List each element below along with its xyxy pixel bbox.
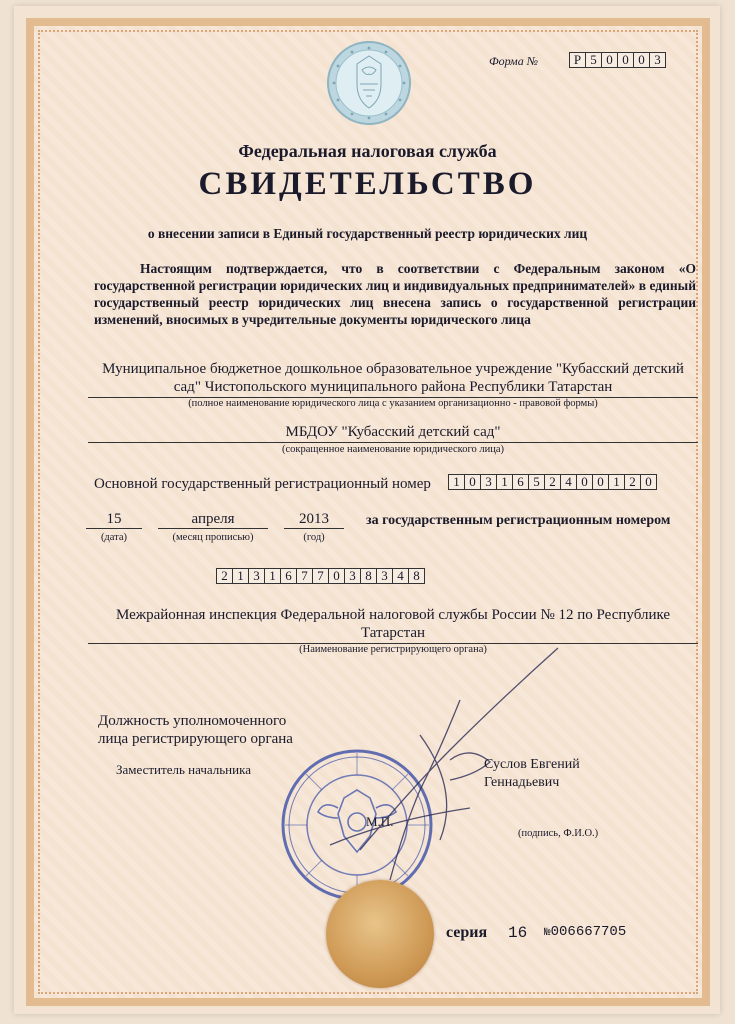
ogrn-cells xyxy=(449,474,657,490)
ogrn-digit-cell: 0 xyxy=(640,474,657,490)
grn-digit-cell: 6 xyxy=(280,568,297,584)
date-day: 15 xyxy=(86,511,142,529)
grn-digit-cell: 3 xyxy=(376,568,393,584)
form-number-cell: Р xyxy=(569,52,586,68)
form-number-label: Форма № xyxy=(489,54,539,68)
ogrn-digit-cell: 6 xyxy=(512,474,529,490)
document-title: СВИДЕТЕЛЬСТВО xyxy=(198,166,537,202)
ogrn-digit-cell: 2 xyxy=(624,474,641,490)
grn-digit-cell: 8 xyxy=(408,568,425,584)
entity-short-name-caption: (сокращенное наименование юридического лица) xyxy=(281,444,505,455)
date-month: апреля xyxy=(158,511,268,529)
document-subtitle: о внесении записи в Единый государственный реестр юридических лиц xyxy=(147,226,588,241)
ogrn-digit-cell: 1 xyxy=(496,474,513,490)
ogrn-digit-cell: 4 xyxy=(560,474,577,490)
ogrn-digit-cell: 5 xyxy=(528,474,545,490)
form-number-cell: 3 xyxy=(649,52,666,68)
grn-digit-cell: 4 xyxy=(392,568,409,584)
ogrn-digit-cell: 1 xyxy=(608,474,625,490)
grn-digit-cell: 3 xyxy=(344,568,361,584)
form-number-cell: 0 xyxy=(617,52,634,68)
date-year-caption: (год) xyxy=(303,532,325,543)
grn-digit-cell: 8 xyxy=(360,568,377,584)
grn-label: за государственным регистрационным номером xyxy=(366,513,671,528)
grn-digit-cell: 7 xyxy=(296,568,313,584)
grn-digit-cell: 1 xyxy=(232,568,249,584)
date-day-caption: (дата) xyxy=(100,532,128,543)
series-number: 16 xyxy=(508,924,528,942)
grn-cells xyxy=(217,568,425,584)
signatory-name: Суслов Евгений Геннадьевич xyxy=(484,757,580,790)
form-number-cell: 0 xyxy=(601,52,618,68)
form-number-cell: 0 xyxy=(633,52,650,68)
grn-digit-cell: 3 xyxy=(248,568,265,584)
agency-name: Федеральная налоговая служба xyxy=(238,141,497,161)
position-heading: Должность уполномоченного лица регистрирующего органа xyxy=(98,713,293,747)
ogrn-digit-cell: 0 xyxy=(592,474,609,490)
entity-full-name: Муниципальное бюджетное дошкольное образовательное учреждение "Кубасский детский сад" Чистопольского муниципального района Республики Татарстан xyxy=(88,360,698,398)
serial-number-value: 006667705 xyxy=(550,924,627,940)
date-year: 2013 xyxy=(284,511,344,529)
form-number-cell: 5 xyxy=(585,52,602,68)
serial-number-sign: № xyxy=(544,927,551,939)
grn-digit-cell: 7 xyxy=(312,568,329,584)
ogrn-digit-cell: 2 xyxy=(544,474,561,490)
series-label: серия xyxy=(446,924,488,941)
confirmation-text: Настоящим подтверждается, что в соответствии с Федеральным законом «О государственной регистрации юридических лиц и индивидуальных предпринимателей» в единый государственный реестр юридических лиц внесена запись о государственной регистрации изменений, вносимых в учредительные документы юридического лица xyxy=(94,261,696,327)
ogrn-digit-cell: 1 xyxy=(448,474,465,490)
entity-full-name-caption: (полное наименование юридического лица с указанием организационно - правовой формы) xyxy=(188,398,598,409)
form-number-cells xyxy=(570,52,666,68)
registering-body-name: Межрайонная инспекция Федеральной налоговой службы России № 12 по Республике Татарстан xyxy=(88,606,698,644)
grn-digit-cell: 2 xyxy=(216,568,233,584)
ogrn-label: Основной государственный регистрационный номер xyxy=(94,476,431,492)
ogrn-digit-cell: 3 xyxy=(480,474,497,490)
ogrn-digit-cell: 0 xyxy=(464,474,481,490)
signature-caption: (подпись, Ф.И.О.) xyxy=(518,828,599,839)
ogrn-digit-cell: 0 xyxy=(576,474,593,490)
serial-number xyxy=(544,924,626,940)
stamp-mark: М.П. xyxy=(366,814,394,829)
signatory-position: Заместитель начальника xyxy=(116,762,251,777)
gold-seal-icon xyxy=(326,880,434,988)
fns-emblem-icon xyxy=(326,40,412,126)
entity-short-name: МБДОУ "Кубасский детский сад" xyxy=(88,424,698,443)
date-month-caption: (месяц прописью) xyxy=(172,532,254,543)
grn-digit-cell: 1 xyxy=(264,568,281,584)
grn-digit-cell: 0 xyxy=(328,568,345,584)
registering-body-caption: (Наименование регистрирующего органа) xyxy=(299,644,487,655)
